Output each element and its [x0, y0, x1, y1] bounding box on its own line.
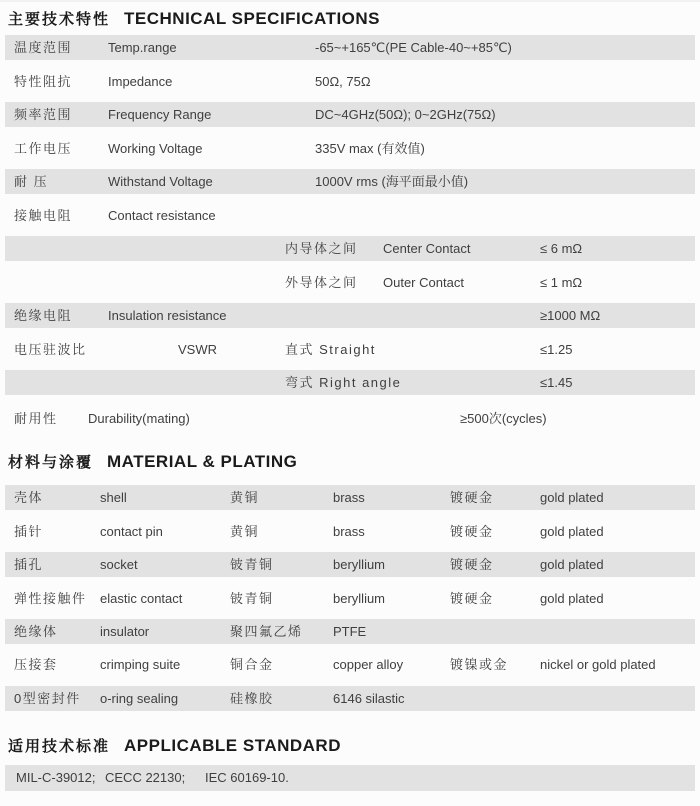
param-label-en: Durability(mating) — [88, 411, 190, 426]
subparam-label: 直式 Straight — [285, 342, 376, 357]
plating-en: gold plated — [540, 524, 604, 539]
part-en: crimping suite — [100, 657, 181, 672]
part-en: socket — [100, 557, 138, 572]
part-en: o-ring sealing — [100, 691, 179, 706]
plating-zh: 镀硬金 — [450, 490, 494, 505]
material-row-socket — [5, 552, 695, 577]
param-label-zh: 特性阻抗 — [14, 74, 73, 89]
param-label-zh: 绝缘电阻 — [14, 308, 73, 323]
param-label-zh: 工作电压 — [14, 141, 73, 156]
param-label-en: VSWR — [178, 342, 217, 357]
spec-row-durability — [5, 406, 695, 431]
param-limit: ≤1.45 — [540, 375, 573, 390]
param-limit: ≤ 6 mΩ — [540, 241, 583, 256]
heading-zh: 主要技术特性 — [8, 11, 111, 28]
part-zh: 绝缘体 — [14, 624, 58, 639]
plating-zh: 镀硬金 — [450, 557, 494, 572]
plating-en: nickel or gold plated — [540, 657, 656, 672]
material-en: PTFE — [333, 624, 367, 639]
part-zh: 插针 — [14, 524, 44, 539]
material-row-shell — [5, 485, 695, 510]
subparam-label-zh: 外导体之间 — [285, 275, 358, 290]
part-en: shell — [100, 490, 127, 505]
param-limit: ≤1.25 — [540, 342, 573, 357]
param-label-en: Contact resistance — [108, 208, 216, 223]
section-heading-material-plating — [8, 451, 297, 472]
plating-en: gold plated — [540, 490, 604, 505]
part-zh: 插孔 — [14, 557, 44, 572]
part-en: elastic contact — [100, 591, 183, 606]
material-en: 6146 silastic — [333, 691, 405, 706]
param-label-zh: 耐 压 — [14, 174, 49, 189]
param-label-en: Withstand Voltage — [108, 174, 213, 189]
param-value: DC~4GHz(50Ω); 0~2GHz(75Ω) — [315, 107, 496, 122]
param-label-zh: 温度范围 — [14, 40, 73, 55]
param-value: ≥500次(cycles) — [460, 411, 547, 426]
material-row-contact-pin — [5, 519, 695, 544]
param-label-zh: 耐用性 — [14, 411, 58, 426]
spec-row-vswr-right-angle — [5, 370, 695, 395]
param-limit: ≥1000 MΩ — [540, 308, 601, 323]
subparam-label-zh: 内导体之间 — [285, 241, 358, 256]
part-zh: 弹性接触件 — [14, 591, 87, 606]
heading-en: MATERIAL & PLATING — [107, 452, 298, 471]
part-zh: 0型密封件 — [14, 691, 81, 706]
heading-zh: 适用技术标准 — [8, 738, 111, 755]
part-en: contact pin — [100, 524, 163, 539]
material-row-elastic-contact — [5, 586, 695, 611]
spec-row-withstand-voltage — [5, 169, 695, 194]
spec-row-contact-resistance — [5, 203, 695, 228]
material-row-crimping-suite — [5, 652, 695, 677]
section-heading-technical-specifications — [8, 8, 380, 29]
spec-row-frequency-range — [5, 102, 695, 127]
material-zh: 黄铜 — [230, 524, 260, 539]
param-label-zh: 接触电阻 — [14, 208, 73, 223]
plating-en: gold plated — [540, 591, 604, 606]
plating-zh: 镀硬金 — [450, 591, 494, 606]
param-value: 335V max (有效值) — [315, 141, 425, 156]
spec-row-vswr-straight — [5, 337, 695, 362]
material-zh: 铍青铜 — [230, 557, 274, 572]
heading-zh: 材料与涂覆 — [8, 454, 94, 471]
param-label-en: Temp.range — [108, 40, 177, 55]
material-zh: 铍青铜 — [230, 591, 274, 606]
standard-item: IEC 60169-10. — [205, 770, 289, 785]
material-en: copper alloy — [333, 657, 404, 672]
standard-item: MIL-C-39012; — [16, 770, 96, 785]
part-en: insulator — [100, 624, 150, 639]
standard-row — [5, 765, 695, 791]
param-label-en: Frequency Range — [108, 107, 212, 122]
material-zh: 铜合金 — [230, 657, 274, 672]
param-label-en: Working Voltage — [108, 141, 203, 156]
param-label-en: Impedance — [108, 74, 173, 89]
param-value: 50Ω, 75Ω — [315, 74, 371, 89]
param-label-en: Insulation resistance — [108, 308, 227, 323]
heading-en: APPLICABLE STANDARD — [124, 736, 341, 755]
material-zh: 硅橡胶 — [230, 691, 274, 706]
material-row-insulator — [5, 619, 695, 644]
subparam-label: 弯式 Right angle — [285, 375, 402, 390]
material-en: brass — [333, 524, 365, 539]
spec-row-outer-contact — [5, 270, 695, 295]
param-label-zh: 频率范围 — [14, 107, 73, 122]
heading-en: TECHNICAL SPECIFICATIONS — [124, 9, 381, 28]
material-zh: 聚四氟乙烯 — [230, 624, 303, 639]
material-row-o-ring-sealing — [5, 686, 695, 711]
subparam-label-en: Outer Contact — [383, 275, 464, 290]
spec-row-impedance — [5, 69, 695, 94]
standard-item: CECC 22130; — [105, 770, 186, 785]
spec-row-temp-range — [5, 35, 695, 60]
subparam-label-en: Center Contact — [383, 241, 471, 256]
material-en: beryllium — [333, 591, 386, 606]
param-limit: ≤ 1 mΩ — [540, 275, 583, 290]
param-label-zh: 电压驻波比 — [14, 342, 87, 357]
plating-zh: 镀镍或金 — [450, 657, 509, 672]
param-value: 1000V rms (海平面最小值) — [315, 174, 469, 189]
spec-row-working-voltage — [5, 136, 695, 161]
section-heading-applicable-standard — [8, 735, 341, 756]
spec-row-insulation-resistance — [5, 303, 695, 328]
plating-en: gold plated — [540, 557, 604, 572]
plating-zh: 镀硬金 — [450, 524, 494, 539]
material-en: brass — [333, 490, 365, 505]
material-zh: 黄铜 — [230, 490, 260, 505]
param-value: -65~+165℃(PE Cable-40~+85℃) — [315, 40, 512, 55]
spec-row-center-contact — [5, 236, 695, 261]
part-zh: 压接套 — [14, 657, 58, 672]
material-en: beryllium — [333, 557, 386, 572]
part-zh: 壳体 — [14, 490, 44, 505]
